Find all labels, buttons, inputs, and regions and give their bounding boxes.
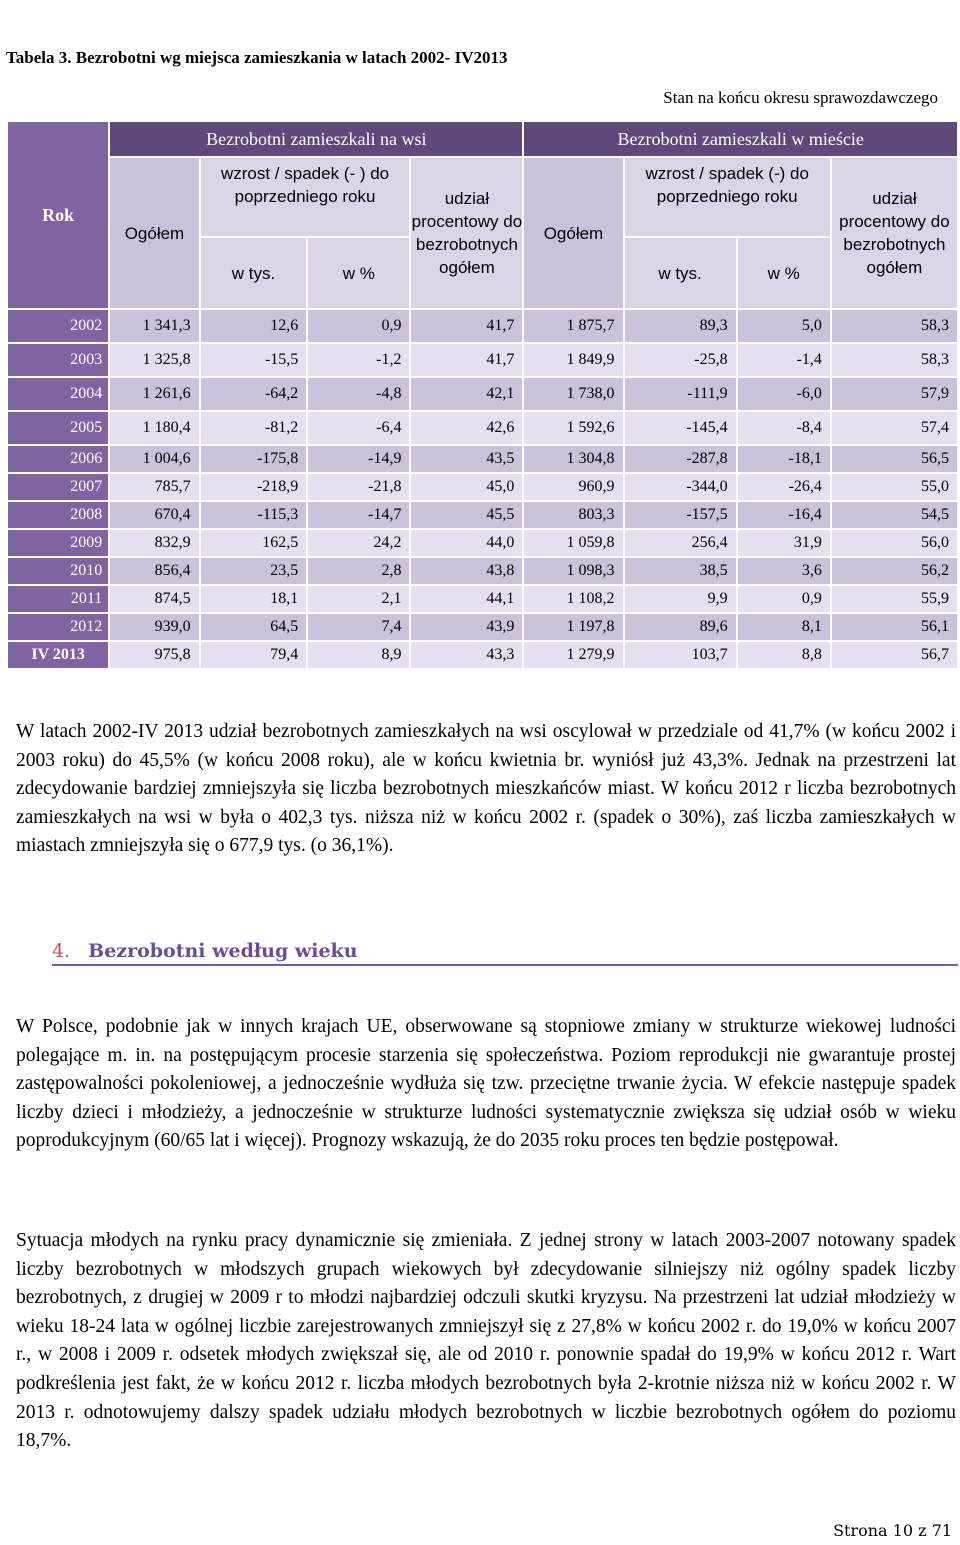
header-group-wies: Bezrobotni zamieszkali na wsi — [110, 122, 522, 156]
table-cell: 56,2 — [832, 558, 957, 584]
table-row — [8, 614, 957, 640]
table-cell: 1 004,6 — [110, 446, 198, 472]
table-row — [8, 378, 957, 410]
table-cell: 41,7 — [411, 310, 522, 342]
table-cell: 8,9 — [308, 642, 409, 668]
table-cell: 803,3 — [524, 502, 622, 528]
table-cell: 1 304,8 — [524, 446, 622, 472]
table-cell: 2,1 — [308, 586, 409, 612]
table-cell: 3,6 — [738, 558, 830, 584]
table-cell: 44,0 — [411, 530, 522, 556]
table-cell: 43,3 — [411, 642, 522, 668]
section-heading — [52, 940, 958, 966]
header-udzial-miasto: udział procentowy do bezrobotnych ogółem — [832, 158, 957, 308]
table-cell: 41,7 — [411, 344, 522, 376]
section-number: 4. — [52, 940, 71, 962]
table-cell: 56,0 — [832, 530, 957, 556]
table-row — [8, 344, 957, 376]
table-cell: 31,9 — [738, 530, 830, 556]
table-cell: 55,9 — [832, 586, 957, 612]
table-cell: -14,7 — [308, 502, 409, 528]
table-cell: -157,5 — [625, 502, 736, 528]
table-cell: 832,9 — [110, 530, 198, 556]
table-cell: -81,2 — [201, 412, 307, 444]
table-cell: 874,5 — [110, 586, 198, 612]
table-cell: 58,3 — [832, 310, 957, 342]
paragraph-3: Sytuacja młodych na rynku pracy dynamicznie się zmieniała. Z jednej strony w latach 2003-2007 notowany spadek liczby bezrobotnych w młodszych grupach wiekowych był zdecydowanie silniejszy niż ogólny spadek liczby bezrobotnych, z drugiej w 2009 r to młodzi najbardziej odczuli skutki kryzysu. Na przestrzeni lat udział młodzieży w wieku 18-24 lata w ogólnej liczbie zarejestrowanych zmniejszył się z 27,8% w końcu 2002 r. do 19,0% w końcu 2007 r., w 2008 i 2009 r. odsetek młodych zwiększał się, ale od 2010 r. ponownie spadał do 19,9% w końcu 2012 r. Wart podkreślenia jest fakt, że w końcu 2012 r. liczba młodych bezrobotnych była 2-krotnie niższa niż w końcu 2002 r. W 2013 r. odnotowujemy dalszy spadek udziału młodych bezrobotnych w liczbie bezrobotnych ogółem do poziomu 18,7%. — [16, 1230, 956, 1452]
table-row — [8, 310, 957, 342]
table-cell: 57,4 — [832, 412, 957, 444]
header-wzrost-wies: wzrost / spadek (- ) do poprzedniego roku — [201, 158, 410, 236]
table-cell: 1 875,7 — [524, 310, 622, 342]
table-cell: 89,6 — [625, 614, 736, 640]
table-row — [8, 502, 957, 528]
table-cell: 44,1 — [411, 586, 522, 612]
table-cell: 960,9 — [524, 474, 622, 500]
table-cell: 18,1 — [201, 586, 307, 612]
table-cell: 1 849,9 — [524, 344, 622, 376]
header-ogolem-miasto: Ogółem — [524, 158, 622, 308]
table-cell: 939,0 — [110, 614, 198, 640]
table-cell: 1 592,6 — [524, 412, 622, 444]
table-cell: 1 341,3 — [110, 310, 198, 342]
row-year: 2005 — [8, 412, 108, 444]
table-cell: 7,4 — [308, 614, 409, 640]
row-year: 2003 — [8, 344, 108, 376]
table-cell: 43,9 — [411, 614, 522, 640]
table-cell: 1 180,4 — [110, 412, 198, 444]
table-cell: 43,8 — [411, 558, 522, 584]
row-year: 2010 — [8, 558, 108, 584]
table-cell: 1 059,8 — [524, 530, 622, 556]
table-cell: -14,9 — [308, 446, 409, 472]
table-cell: 0,9 — [308, 310, 409, 342]
table-cell: -15,5 — [201, 344, 307, 376]
table-cell: 1 197,8 — [524, 614, 622, 640]
table-cell: 89,3 — [625, 310, 736, 342]
row-year: 2011 — [8, 586, 108, 612]
table-cell: 975,8 — [110, 642, 198, 668]
table-row — [8, 530, 957, 556]
table-cell: -344,0 — [625, 474, 736, 500]
table-cell: -64,2 — [201, 378, 307, 410]
table-cell: 23,5 — [201, 558, 307, 584]
paragraph-2: W Polsce, podobnie jak w innych krajach UE, obserwowane są stopniowe zmiany w strukturze wiekowej ludności polegające m. in. na postępującym procesie starzenia się społeczeństwa. Poziom reprodukcji nie gwarantuje prostej zastępowalności pokoleniowej, a jednocześnie wydłuża się tzw. przeciętne trwanie życia. W efekcie następuje spadek liczby dzieci i młodzieży, a jednocześnie w strukturze ludności systematycznie zwiększa się udział osób w wieku poprodukcyjnym (60/65 lat i więcej). Prognozy wskazują, że do 2035 roku proces ten będzie postępował. — [16, 1016, 956, 1152]
table-cell: -18,1 — [738, 446, 830, 472]
table-cell: 0,9 — [738, 586, 830, 612]
table-cell: 2,8 — [308, 558, 409, 584]
table-subtitle: Stan na końcu okresu sprawozdawczego — [663, 88, 938, 107]
table-cell: 256,4 — [625, 530, 736, 556]
table-cell: 162,5 — [201, 530, 307, 556]
table-caption: Tabela 3. Bezrobotni wg miejsca zamieszkania w latach 2002- IV2013 — [6, 48, 508, 67]
table-cell: 8,1 — [738, 614, 830, 640]
paragraph-1: W latach 2002-IV 2013 udział bezrobotnych zamieszkałych na wsi oscylował w przedziale od 41,7% (w końcu 2002 i 2003 roku) do 45,5% (w końcu 2008 roku), ale w końcu kwietnia br. wyniósł już 43,3%. Jednak na przestrzeni lat zdecydowanie bardziej zmniejszyła się liczba bezrobotnych mieszkańców miast. W końcu 2012 r liczba bezrobotnych zamieszkałych na wsi w była o 402,3 tys. niższa niż w końcu 2002 r. (spadek o 30%), zaś liczba zamieszkałych w miastach zmniejszyła się o 677,9 tys. (o 36,1%). — [16, 721, 956, 857]
row-year: 2012 — [8, 614, 108, 640]
table-cell: 56,1 — [832, 614, 957, 640]
table-cell: 1 325,8 — [110, 344, 198, 376]
table-cell: -111,9 — [625, 378, 736, 410]
row-year: IV 2013 — [8, 642, 108, 668]
table-cell: 1 279,9 — [524, 642, 622, 668]
page-number: Strona 10 z 71 — [833, 1521, 952, 1540]
table-cell: 79,4 — [201, 642, 307, 668]
header-wtys-miasto: w tys. — [625, 238, 736, 308]
table-row — [8, 474, 957, 500]
table-cell: 56,7 — [832, 642, 957, 668]
table-row — [8, 446, 957, 472]
table-cell: 103,7 — [625, 642, 736, 668]
table-cell: -6,4 — [308, 412, 409, 444]
row-year: 2006 — [8, 446, 108, 472]
header-udzial-wies: udział procentowy do bezrobotnych ogółem — [411, 158, 522, 308]
table-cell: 1 738,0 — [524, 378, 622, 410]
table-cell: -1,4 — [738, 344, 830, 376]
header-wproc-wies: w % — [308, 238, 409, 308]
table-cell: 9,9 — [625, 586, 736, 612]
table-row — [8, 558, 957, 584]
table-cell: -115,3 — [201, 502, 307, 528]
table-cell: 856,4 — [110, 558, 198, 584]
header-wtys-wies: w tys. — [201, 238, 307, 308]
table-row — [8, 642, 957, 668]
table-cell: -25,8 — [625, 344, 736, 376]
table-cell: 1 261,6 — [110, 378, 198, 410]
table-cell: 8,8 — [738, 642, 830, 668]
table-cell: 57,9 — [832, 378, 957, 410]
unemployment-table — [6, 120, 959, 670]
header-wzrost-miasto: wzrost / spadek (-) do poprzedniego roku — [625, 158, 830, 236]
table-cell: 670,4 — [110, 502, 198, 528]
row-year: 2004 — [8, 378, 108, 410]
header-rok: Rok — [8, 122, 108, 308]
table-cell: 1 098,3 — [524, 558, 622, 584]
table-cell: 64,5 — [201, 614, 307, 640]
table-row — [8, 412, 957, 444]
table-cell: 38,5 — [625, 558, 736, 584]
table-cell: -16,4 — [738, 502, 830, 528]
header-ogolem-wies: Ogółem — [110, 158, 198, 308]
table-cell: -218,9 — [201, 474, 307, 500]
table-cell: 785,7 — [110, 474, 198, 500]
table-cell: -4,8 — [308, 378, 409, 410]
table-cell: 45,0 — [411, 474, 522, 500]
table-cell: 56,5 — [832, 446, 957, 472]
table-cell: -6,0 — [738, 378, 830, 410]
row-year: 2008 — [8, 502, 108, 528]
table-cell: -145,4 — [625, 412, 736, 444]
table-cell: 55,0 — [832, 474, 957, 500]
table-cell: 43,5 — [411, 446, 522, 472]
table-cell: 42,6 — [411, 412, 522, 444]
table-cell: -26,4 — [738, 474, 830, 500]
table-cell: 58,3 — [832, 344, 957, 376]
table-cell: 54,5 — [832, 502, 957, 528]
table-cell: -8,4 — [738, 412, 830, 444]
section-title: Bezrobotni według wieku — [88, 940, 358, 962]
table-cell: -287,8 — [625, 446, 736, 472]
header-wproc-miasto: w % — [738, 238, 830, 308]
row-year: 2009 — [8, 530, 108, 556]
row-year: 2002 — [8, 310, 108, 342]
row-year: 2007 — [8, 474, 108, 500]
table-cell: -1,2 — [308, 344, 409, 376]
table-cell: 42,1 — [411, 378, 522, 410]
table-cell: 45,5 — [411, 502, 522, 528]
table-cell: 24,2 — [308, 530, 409, 556]
header-group-miasto: Bezrobotni zamieszkali w mieście — [524, 122, 957, 156]
table-cell: 5,0 — [738, 310, 830, 342]
table-cell: 1 108,2 — [524, 586, 622, 612]
table-cell: -175,8 — [201, 446, 307, 472]
table-cell: 12,6 — [201, 310, 307, 342]
table-row — [8, 586, 957, 612]
table-cell: -21,8 — [308, 474, 409, 500]
